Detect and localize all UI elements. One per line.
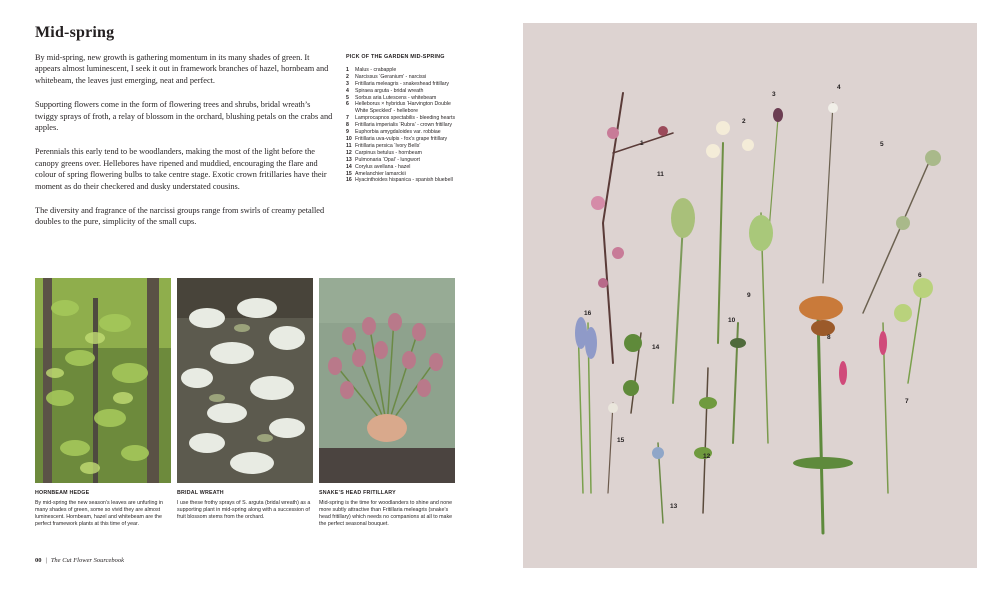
- pick-list-item: [346, 74, 464, 81]
- pick-list-item: [346, 95, 464, 102]
- pick-item-text: Fritillaria meleagris - snakeshead fritillary: [355, 80, 449, 87]
- fritillary-caption: [319, 490, 455, 528]
- pick-item-text: Narcissus ‘Geranium’ - narcissi: [355, 73, 427, 80]
- pick-list-item: [346, 136, 464, 143]
- paragraph: Supporting flowers come in the form of flowering trees and shrubs, bridal wreath’s twiggy sprays of froth, a relay of blossom in the orchard, blushing petals on the crabs and apples.: [35, 100, 333, 133]
- specimen-number-6: 6: [918, 272, 922, 279]
- pick-item-number: 16: [346, 177, 352, 184]
- pick-item-text: Corylus avellana - hazel: [355, 163, 411, 170]
- pick-list-item: [346, 101, 464, 115]
- paragraph: The diversity and fragrance of the narcissi groups range from swirls of creamy petalled doubles to the pure, simplicity of the small cups.: [35, 206, 325, 227]
- pick-list-title: PICK OF THE GARDEN MID-SPRING: [346, 54, 445, 60]
- pick-item-number: 13: [346, 156, 352, 163]
- pick-item-text: Sorbus aria Lutescens - whitebeam: [355, 94, 437, 101]
- caption-text: I use these frothy sprays of S. arguta (bridal wreath) as a supporting plant in mid-spring along with a succession of fruit blossom stems from the orchard.: [177, 500, 311, 520]
- pick-item-text: Helleborus × hybridus ‘Harvington Double White Speckled’ - hellebore: [355, 101, 451, 115]
- pick-item-text: Euphorbia amygdaloides var. robbiae: [355, 129, 441, 136]
- fritillary-bouquet-photo: [319, 278, 455, 483]
- pick-list-item: [346, 171, 464, 178]
- pick-item-number: 5: [346, 94, 349, 101]
- pick-item-number: 7: [346, 115, 349, 122]
- specimen-number-7: 7: [905, 398, 909, 405]
- pick-item-text: Carpinus betulus - hornbeam: [355, 149, 422, 156]
- body-text: [35, 52, 335, 241]
- page-heading: Mid-spring: [35, 24, 115, 41]
- bridal-wreath-photo: [177, 278, 313, 483]
- specimen-number-1: 1: [640, 140, 644, 147]
- pick-item-number: 8: [346, 122, 349, 129]
- pick-item-text: Fritillaria persica ‘Ivory Bells’: [355, 142, 421, 149]
- specimen-number-9: 9: [747, 292, 751, 299]
- specimen-number-15: 15: [617, 437, 625, 444]
- specimen-number-14: 14: [652, 344, 660, 351]
- book-title: The Cut Flower Sourcebook: [50, 557, 125, 564]
- paragraph: Perennials this early tend to be woodlanders, making the most of the light before the canopy greens over. Hellebores have ripened and muddied, encouraging the flare and colour of spring flowering bulbs to take centre stage. Exotic crown fritillaries have their moment as do their checkered and dusky understated cousins.: [35, 147, 327, 191]
- footer-separator: |: [45, 557, 47, 564]
- specimen-number-10: 10: [728, 317, 736, 324]
- specimen-number-8: 8: [827, 334, 831, 341]
- pick-item-number: 9: [346, 129, 349, 136]
- flatlay-photo: [523, 23, 977, 568]
- pick-list: [346, 54, 464, 184]
- pick-item-text: Pulmonaria ‘Opal’ - lungwort: [355, 156, 420, 163]
- pick-item-number: 11: [346, 142, 352, 149]
- page-footer: [35, 557, 124, 564]
- specimen-number-16: 16: [584, 310, 592, 317]
- pick-item-number: 1: [346, 66, 349, 73]
- pick-list-item: [346, 81, 464, 88]
- pick-item-text: Spiraea arguta - bridal wreath: [355, 87, 424, 94]
- pick-list-item: [346, 143, 464, 150]
- pick-item-text: Lamprocapnos spectabilis - bleeding hearts: [355, 115, 456, 122]
- pick-item-number: 4: [346, 87, 349, 94]
- pick-item-text: Fritillaria imperialis ‘Rubra’ - crown fritillary: [355, 122, 452, 129]
- caption-title: BRIDAL WREATH: [177, 490, 224, 496]
- pick-item-number: 14: [346, 163, 352, 170]
- specimen-number-3: 3: [772, 91, 776, 98]
- pick-list-item: [346, 164, 464, 171]
- paragraph: By mid-spring, new growth is gathering momentum in its many shades of green. It appears almost luminescent, I seek it out in framework branches of hazel, hornbeam and whitebeam, the leaves just emerging, neat and perfect.: [35, 53, 329, 85]
- pick-item-number: 2: [346, 73, 349, 80]
- specimen-number-5: 5: [880, 141, 884, 148]
- pick-item-text: Fritillaria uva-vulpis - fox’s grape fritillary: [355, 135, 448, 142]
- pick-list-item: [346, 157, 464, 164]
- pick-item-number: 3: [346, 80, 349, 87]
- pick-list-item: [346, 177, 464, 184]
- hornbeam-hedge-photo: [35, 278, 171, 483]
- specimen-number-13: 13: [670, 503, 678, 510]
- pick-item-number: 15: [346, 170, 352, 177]
- pick-list-item: [346, 150, 464, 157]
- caption-title: SNAKE’S HEAD FRITILLARY: [319, 490, 396, 496]
- pick-item-text: Hyacinthoides hispanica - spanish bluebell: [355, 177, 453, 184]
- pick-list-item: [346, 115, 464, 122]
- caption-title: HORNBEAM HEDGE: [35, 490, 90, 496]
- pick-list-item: [346, 129, 464, 136]
- specimen-number-11: 11: [657, 171, 664, 178]
- caption-text: By mid-spring the new season’s leaves are unfurling in many shades of green, some so vivid they are almost luminescent. Hornbeam, hazel and whitebeam are the perfect framework plants at this time of year.: [35, 500, 163, 527]
- pick-list-item: [346, 67, 464, 74]
- page-number: 00: [35, 557, 42, 564]
- bridal-wreath-caption: [177, 490, 313, 521]
- pick-item-number: 10: [346, 135, 352, 142]
- hornbeam-caption: [35, 490, 171, 528]
- pick-item-number: 6: [346, 101, 349, 108]
- pick-item-text: Amelanchier lamarckii: [355, 170, 406, 177]
- specimen-number-4: 4: [837, 84, 841, 91]
- specimen-number-12: 12: [703, 453, 711, 460]
- pick-list-item: [346, 122, 464, 129]
- pick-item-number: 12: [346, 149, 352, 156]
- pick-item-text: Malus - crabapple: [355, 66, 397, 73]
- caption-text: Mid-spring is the time for woodlanders to shine and none more subtly attractive than Fritillaria meleagris (snake’s head fritillary) which needs no companions at all to make the perfect seasonal bouquet.: [319, 500, 453, 527]
- pick-list-item: [346, 88, 464, 95]
- specimen-number-2: 2: [742, 118, 746, 125]
